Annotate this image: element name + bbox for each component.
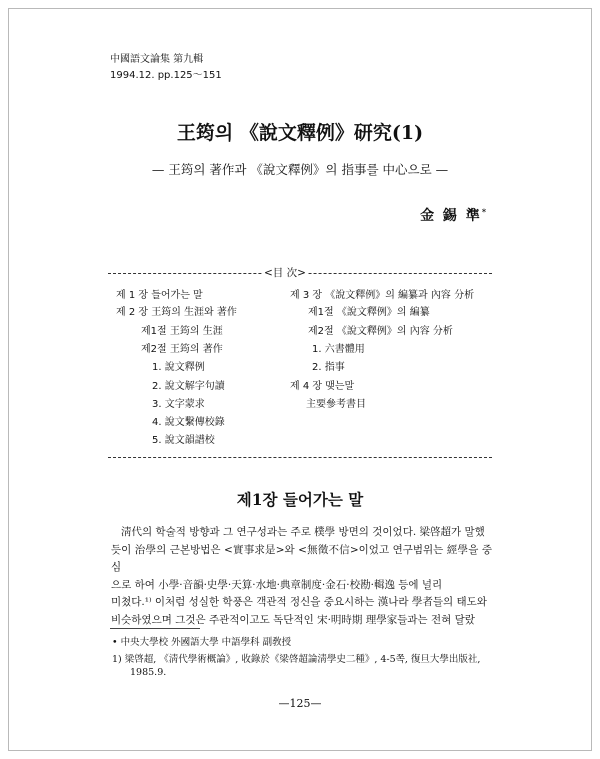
footnote-affiliation: • 中央大學校 外國語大學 中語學科 副敎授 [112, 637, 292, 648]
toc-left-item: 2. 說文解字句讀 [152, 381, 225, 392]
toc-left-item: 3. 文字蒙求 [152, 399, 205, 410]
toc-left-item: 1. 說文釋例 [152, 362, 205, 373]
section-heading: 제1장 들어가는 말 [236, 490, 364, 509]
toc-left-item: 4. 說文繫傳校錄 [152, 417, 225, 428]
toc-left-item: 제 1 장 들어가는 말 [116, 290, 203, 301]
toc-right-item: 제 4 장 맺는말 [290, 381, 355, 392]
body-line: 淸代의 학술적 방향과 그 연구성과는 주로 樸學 방면의 것이었다. 梁啓超가 말했 [121, 526, 485, 538]
body-line: 으로 하여 小學·音韻·史學·天算·水地·典章制度·金石·校勘·輯逸 등에 널리 [111, 578, 443, 591]
toc-right-item: 1. 六書體用 [312, 344, 365, 355]
author [420, 205, 488, 225]
author-mark: * [481, 206, 488, 217]
toc-bottom-rule [108, 457, 492, 458]
paper-title: 王筠의 《說文釋例》研究(1) [176, 122, 424, 144]
toc-right-item: 제 3 장 《說文釋例》의 編纂과 內容 分析 [290, 290, 475, 301]
toc-right-item: 主要參考書目 [306, 399, 366, 410]
toc-left-item: 제1절 王筠의 生涯 [141, 326, 223, 337]
toc-right-item: 2. 指事 [312, 362, 345, 373]
journal-pages: 1994.12. pp.125～151 [110, 70, 222, 81]
toc-left-item: 제2절 王筠의 著作 [141, 344, 223, 355]
toc-label: <目 次> [264, 267, 306, 279]
body-line: 미쳤다.¹⁾ 이처럼 성실한 학풍은 객관적 정신을 중요시하는 漢나라 學者들의 태도와 [111, 596, 487, 608]
paper-subtitle: — 王筠의 著作과 《說文釋例》의 指事를 中心으로 — [151, 162, 449, 177]
body-paragraph [111, 524, 492, 629]
toc-right-item: 제1절 《說文釋例》의 編纂 [308, 307, 430, 318]
footnote-rule [110, 628, 200, 629]
toc-left-item: 5. 說文韻譜校 [152, 435, 215, 446]
body-line: 듯이 治學의 근본방법은 <實事求是>와 <無徵不信>이었고 연구범위는 經學을 중심 [111, 543, 492, 573]
author-name: 金 錫 準 [420, 208, 482, 224]
body-line: 비슷하였으며 그것은 주관적이고도 독단적인 宋·明時期 理學家들과는 전혀 달랐 [111, 613, 475, 626]
toc-left-item: 제 2 장 王筠의 生涯와 著作 [116, 307, 237, 318]
page-number: —125— [278, 697, 322, 710]
toc-right-item: 제2절 《說文釋例》의 內容 分析 [308, 326, 453, 337]
footnote-1-cont: 1985.9. [130, 667, 167, 678]
journal-name: 中國語文論集 第九輯 [110, 54, 204, 65]
footnote-1: 1) 梁啓超, 《淸代學術概論》, 收錄於《梁啓超論淸學史二種》, 4-5쪽, 復旦大學出版社, [112, 654, 481, 665]
